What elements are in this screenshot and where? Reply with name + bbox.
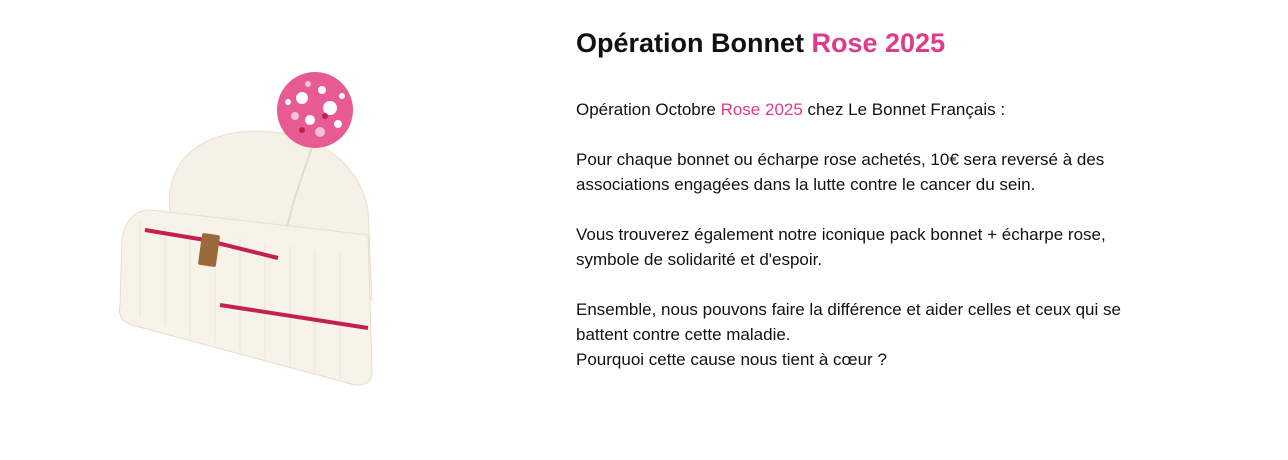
beanie-cuff xyxy=(120,210,373,385)
intro-accent: Rose 2025 xyxy=(720,100,803,119)
title-main: Opération Bonnet xyxy=(576,28,812,58)
pack-paragraph xyxy=(576,222,1236,272)
content-panel xyxy=(576,26,1236,372)
donation-line-1: Pour chaque bonnet ou écharpe rose achetés, 10€ sera reversé à des xyxy=(576,150,1105,169)
pack-line-2: symbole de solidarité et d'espoir. xyxy=(576,250,823,269)
beanie-product-image xyxy=(110,60,380,395)
donation-paragraph xyxy=(576,147,1236,197)
together-line-3: Pourquoi cette cause nous tient à cœur ? xyxy=(576,350,887,369)
pack-line-1: Vous trouverez également notre iconique pack bonnet + écharpe rose, xyxy=(576,225,1106,244)
title-accent: Rose 2025 xyxy=(811,28,946,58)
beanie-pompom xyxy=(277,72,353,148)
intro-text-before: Opération Octobre xyxy=(576,100,721,119)
together-line-2: battent contre cette maladie. xyxy=(576,325,791,344)
intro-text-after: chez Le Bonnet Français : xyxy=(802,100,1006,119)
donation-line-2: associations engagées dans la lutte contre le cancer du sein. xyxy=(576,175,1036,194)
description xyxy=(576,97,1236,372)
intro-paragraph xyxy=(576,97,1236,122)
together-paragraph xyxy=(576,297,1236,372)
together-line-1: Ensemble, nous pouvons faire la différence et aider celles et ceux qui se xyxy=(576,300,1121,319)
page-title xyxy=(576,26,1236,60)
